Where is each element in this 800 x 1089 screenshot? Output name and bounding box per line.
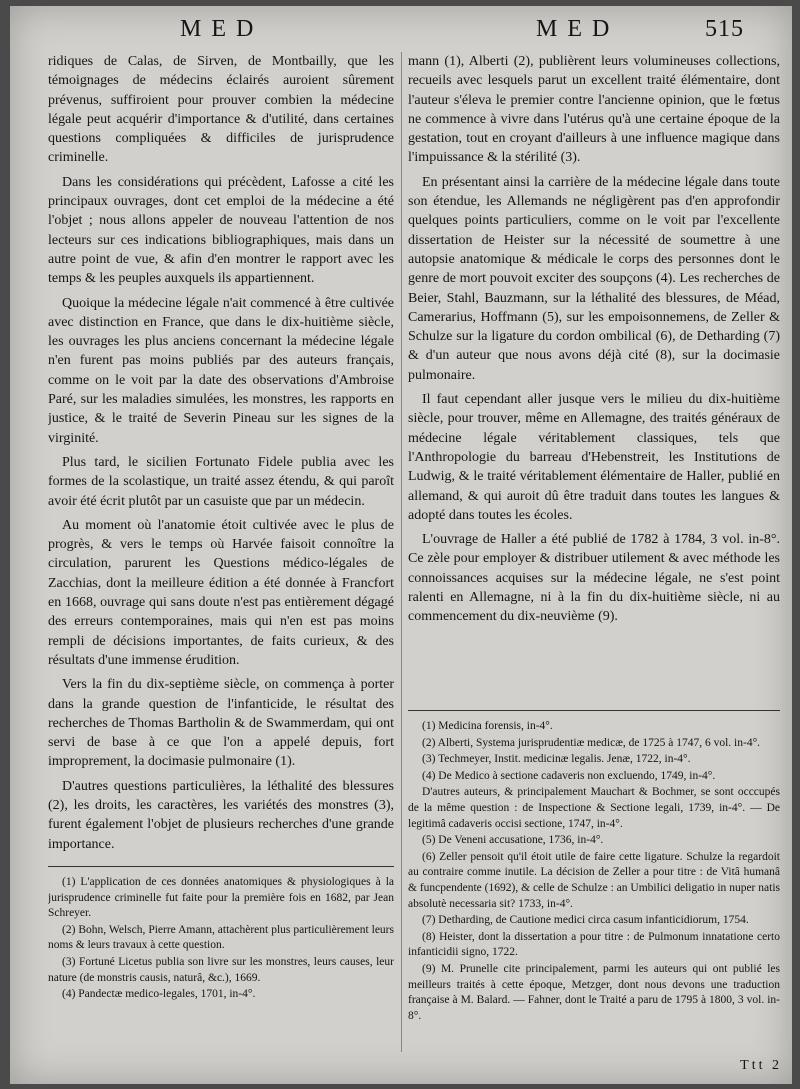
footnote: (1) L'application de ces données anatomiques & physiologiques à la jurisprudence criminelle fut faite pour la première fois en 1682, par Jean Schreyer.	[48, 876, 394, 920]
paragraph: ridiques de Calas, de Sirven, de Montbailly, que les témoignages de médecins éclairés auroient sûrement prévenus, suffiroient pour prouver combien la médecine légale peut acquérir d'importance & d'utilité, dans certaines questions compliquées & difficiles de jurisprudence criminelle.	[48, 54, 394, 166]
paragraph: Il faut cependant aller jusque vers le milieu du dix-huitième siècle, pour trouver, même en Allemagne, des traités généraux de médecine légale véritablement classiques, tels que l'Anthropologie du barreau d'Hebenstreit, les Institutions de Ludwig, & le traité véritablement élémentaire de Haller, publié en allemand, & qui auroit dû être traduit dans toutes les langues & adopté dans toutes les écoles.	[408, 392, 780, 523]
footnote: (4) De Medico à sectione cadaveris non excluendo, 1749, in-4°.	[422, 769, 716, 782]
left-column-text	[48, 52, 394, 860]
paragraph: Vers la fin du dix-septième siècle, on commença à porter dans la grande question de l'infanticide, le résultat des recherches de Thomas Bartholin & de Swammerdam, qui ont servi de base à ce que l'on a appelé depuis, fort improprement, la docimasie pulmonaire (1).	[48, 677, 394, 770]
book-page	[10, 6, 792, 1084]
paragraph: Au moment où l'anatomie étoit cultivée avec le plus de progrès, & vers le temps où Harvée faisoit connoître la circulation, parurent les Questions médico-légales de Zacchias, dont la meilleure édition a été donnée à Francfort en 1668, ouvrage qui sans doute n'est pas entièrement dégagé des erreurs contemporaines, mais qui n'en est pas moins rempli de décisions importantes, de faits curieux, & des résultats d'une immense érudition.	[48, 517, 394, 668]
paragraph	[48, 859, 394, 860]
footnote: (6) Zeller pensoit qu'il étoit utile de faire cette ligature. Schulze la regardoit au contraire comme inutile. La décision de Zeller a pour titre : de Vitâ humanâ & funcpendente (1692), & celle de Schulze : an Umbilici deligatio in nuper natis absolutè necessaria sit? 1733, in-4°.	[408, 850, 780, 910]
right-footnotes	[408, 719, 780, 1024]
signature-mark: Ttt 2	[740, 1058, 782, 1073]
paragraph: Quoique la médecine légale n'ait commencé à être cultivée avec distinction en France, que dans le dix-huitième siècle, les ouvrages les plus anciens concernant la médecine légale n'en furent pas moins publiés par des auteurs français, comme on le voit par la date des observations d'Ambroise Paré, sur les maladies simulées, les monstres, les rapports en justice, & le traité de Severin Pineau sur les signes de la virginité.	[48, 295, 394, 446]
footnote: D'autres auteurs, & principalement Mauchart & Bochmer, se sont occcupés de la même question : de Inspectione & Sectione legali, 1739, in-4°. — De legitimâ cadaveris occisi sectione, 1747, in-4°.	[408, 786, 780, 830]
footnote: (3) Fortuné Licetus publia son livre sur les monstres, leurs causes, leur nature (de monstris causis, naturâ, &c.), 1669.	[48, 955, 394, 984]
footnote: (2) Bohn, Welsch, Pierre Amann, attachèrent plus particulièrement leurs noms & leurs travaux à cette question.	[48, 923, 394, 952]
right-column-text	[408, 52, 780, 704]
column-divider	[401, 52, 402, 1052]
paragraph: Plus tard, le sicilien Fortunato Fidele publia avec les formes de la scolastique, un traité assez étendu, & qui paroît avoir été écrit plutôt par un casuiste que par un médecin.	[48, 454, 394, 509]
footnote: (3) Techmeyer, Instit. medicinæ legalis. Jenæ, 1722, in-4°.	[422, 753, 691, 766]
footnote: (7) Detharding, de Cautione medici circa casum infanticidiorum, 1754.	[422, 914, 749, 927]
footnote-rule	[408, 710, 780, 711]
page-number: 515	[705, 16, 744, 42]
header-right-word: MED	[536, 16, 620, 42]
footnote: (2) Alberti, Systema jurisprudentiæ medicæ, de 1725 à 1747, 6 vol. in-4°.	[422, 736, 761, 749]
footnote: (4) Pandectæ medico-legales, 1701, in-4°.	[62, 988, 256, 1001]
running-header	[10, 16, 792, 46]
footnote: (8) Heister, dont la dissertation a pour titre : de Pulmonum innatatione certo infanticidii signo, 1722.	[408, 930, 780, 959]
paragraph: En présentant ainsi la carrière de la médecine légale dans toute son étendue, les Allemands ne négligèrent pas d'en approfondir quelques points particuliers, comme on le voit par l'excellente dissertation de Heister sur la nécessité de soumettre à une autopsie anatomique & médicale le corps des personnes dont le genre de mort pouvoit exciter des soupçons (4). Les recherches de Beier, Stahl, Bauzmann, sur la léthalité des blessures, de Méad, Camerarius, Hoffmann (5), sur les empoisonnemens, de Zeller & Schulze sur la ligature du cordon ombilical (6), de Detharding (7) & d'un auteur que nous avons déjà cité (8), sur la docimasie pulmonaire.	[408, 174, 780, 383]
left-column	[48, 52, 394, 1072]
header-left-word: MED	[180, 16, 264, 42]
paragraph: Dans les considérations qui précèdent, Lafosse a cité les principaux ouvrages, dont cet emploi de la médecine a été l'objet ; nous allons appeler de nouveau l'attention de nos lecteurs sur ces indications bibliographiques, mais dans un autre point de vue, & afin d'en montrer le rapport avec les temps & les peuples auxquels ils appartiennent.	[48, 174, 394, 287]
right-column	[408, 52, 780, 1072]
footnote: (1) Medicina forensis, in-4°.	[422, 720, 553, 732]
footnote-rule	[48, 866, 394, 867]
footnote: (9) M. Prunelle cite principalement, parmi les auteurs qui ont publié les meilleurs traités à cette époque, Metzger, dont nous devons une traduction française à M. Balard. — Fahner, dont le Traité a paru de 1795 à 1800, 3 vol. in-8°.	[408, 962, 780, 1022]
paragraph: D'autres questions particulières, la léthalité des blessures (2), les droits, les caractères, les variétés des monstres (3), furent également l'objet de plusieurs recherches d'une grande importance.	[48, 778, 394, 852]
footnote: (5) De Veneni accusatione, 1736, in-4°.	[422, 834, 604, 847]
paragraph: L'ouvrage de Haller a été publié de 1782 à 1784, 3 vol. in-8°. Ce zèle pour employer & distribuer utilement & avec méthode les connoissances acquises sur la médecine légale, ne s'est point ralenti en Allemagne, ni à la fin du dix-huitième siècle, ni au commencement du dix-neuvième (9).	[408, 532, 780, 625]
paragraph: mann (1), Alberti (2), publièrent leurs volumineuses collections, recueils avec lesquels parut un excellent traité élémentaire, dont l'auteur s'éleva le premier contre l'ancienne opinion, que le fœtus ne commence à vivre dans l'utérus qu'à une certaine époque de la gestation, tout en croyant d'ailleurs à une influence magique dans l'impuissance & la stérilité (3).	[408, 54, 780, 166]
left-footnotes	[48, 875, 394, 1003]
